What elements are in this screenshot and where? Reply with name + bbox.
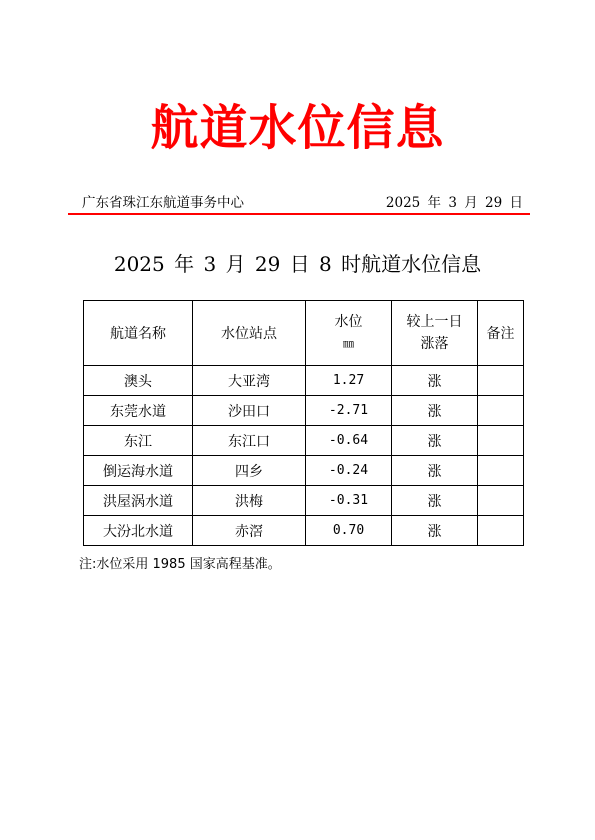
cell-channel: 东江 (84, 426, 193, 456)
issue-date: 2025 年 3 月 29 日 (385, 195, 523, 211)
report-subtitle: 2025 年 3 月 29 日 8 时航道水位信息 (113, 252, 482, 276)
cell-station: 洪梅 (193, 486, 306, 516)
cell-remarks (478, 396, 524, 426)
table-row (84, 366, 524, 396)
cell-station: 东江口 (193, 426, 306, 456)
cell-level: -0.24 (306, 456, 392, 486)
cell-remarks (478, 426, 524, 456)
cell-change: 涨 (392, 396, 478, 426)
header-water-level-unit: ㎜ (343, 337, 354, 350)
table-row (84, 456, 524, 486)
cell-channel: 倒运海水道 (84, 456, 193, 486)
issuing-organization: 广东省珠江东航道事务中心 (82, 195, 244, 211)
cell-level: 1.27 (306, 366, 392, 396)
cell-change: 涨 (392, 486, 478, 516)
cell-station: 四乡 (193, 456, 306, 486)
cell-channel: 澳头 (84, 366, 193, 396)
header-daily-change-line1: 较上一日 (406, 314, 463, 330)
table-row (84, 516, 524, 546)
table-row (84, 396, 524, 426)
cell-remarks (478, 366, 524, 396)
cell-level: -0.31 (306, 486, 392, 516)
cell-remarks (478, 456, 524, 486)
table-header-row (84, 301, 524, 366)
cell-channel: 洪屋涡水道 (84, 486, 193, 516)
cell-level: -0.64 (306, 426, 392, 456)
table-row (84, 486, 524, 516)
cell-channel: 东莞水道 (84, 396, 193, 426)
cell-change: 涨 (392, 456, 478, 486)
header-water-level-label: 水位 (334, 314, 363, 330)
datum-note: 注:水位采用 1985 国家高程基准。 (79, 557, 281, 572)
cell-channel: 大汾北水道 (84, 516, 193, 546)
table-row (84, 426, 524, 456)
cell-remarks (478, 486, 524, 516)
header-station: 水位站点 (193, 301, 306, 366)
cell-station: 大亚湾 (193, 366, 306, 396)
cell-level: -2.71 (306, 396, 392, 426)
cell-change: 涨 (392, 366, 478, 396)
red-divider (68, 213, 530, 215)
cell-station: 赤滘 (193, 516, 306, 546)
water-level-table (83, 300, 524, 546)
header-remarks: 备注 (478, 301, 524, 366)
cell-change: 涨 (392, 426, 478, 456)
document-title: 航道水位信息 (150, 100, 445, 156)
cell-remarks (478, 516, 524, 546)
header-daily-change (392, 301, 478, 366)
header-channel-name: 航道名称 (84, 301, 193, 366)
cell-change: 涨 (392, 516, 478, 546)
header-daily-change-line2: 涨落 (420, 336, 449, 352)
cell-level: 0.70 (306, 516, 392, 546)
header-water-level (306, 301, 392, 366)
cell-station: 沙田口 (193, 396, 306, 426)
